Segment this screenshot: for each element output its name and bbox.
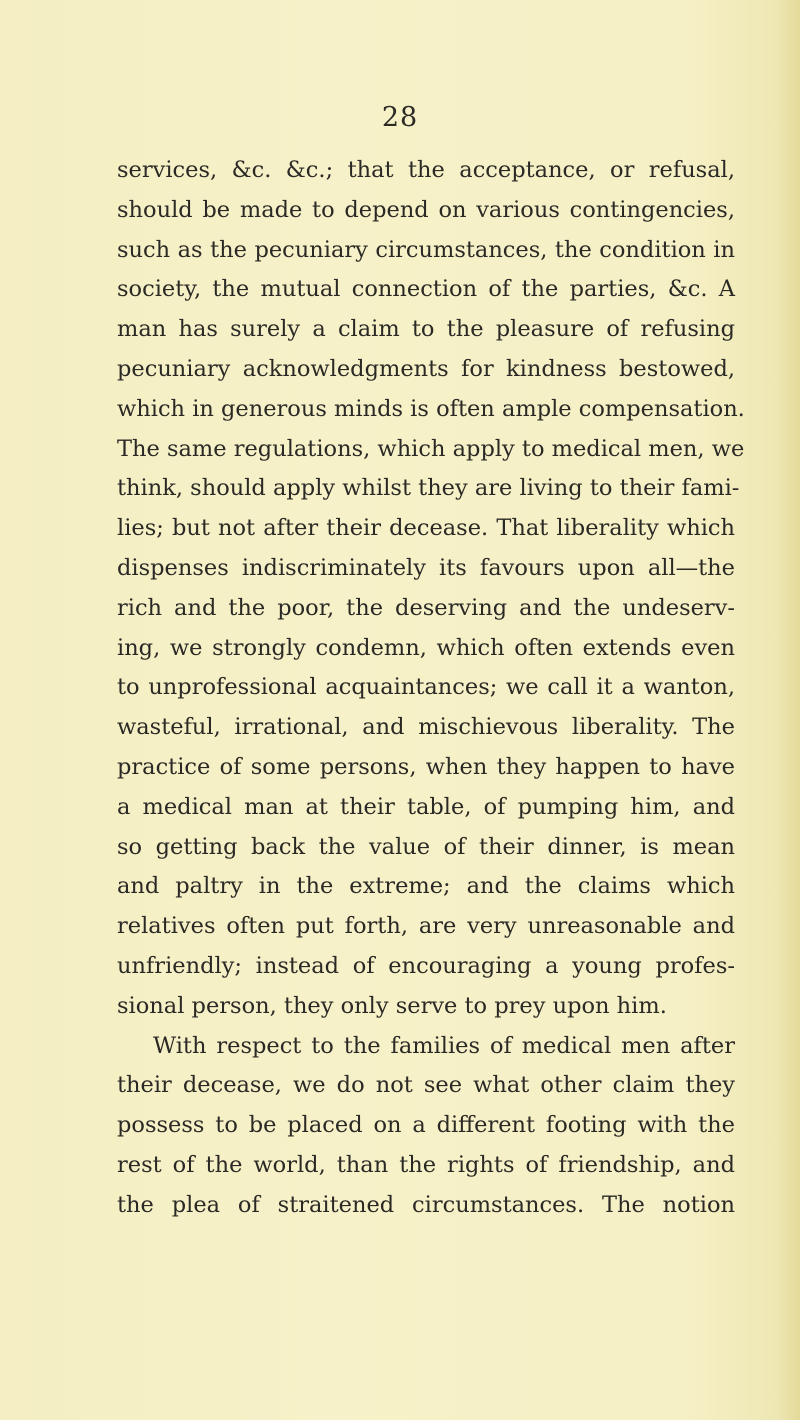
text-line: the plea of straitened circumstances. The notion — [117, 1191, 735, 1218]
text-line: services, &c. &c.; that the acceptance, or refusal, — [117, 157, 735, 183]
text-line: rest of the world, than the rights of friendship, and — [117, 1151, 735, 1178]
text-line: such as the pecuniary circumstances, the condition in — [117, 236, 735, 263]
text-line: wasteful, irrational, and mischievous liberality. The — [117, 714, 735, 741]
text-line: lies; but not after their decease. That liberality which — [117, 515, 735, 542]
text-line: unfriendly; instead of encouraging a young profes- — [117, 952, 735, 979]
text-line: a medical man at their table, of pumping him, and — [117, 793, 735, 820]
text-line: should be made to depend on various contingencies, — [117, 196, 735, 223]
text-line: their decease, we do not see what other claim they — [117, 1072, 735, 1099]
text-line: sional person, they only serve to prey upon him. — [117, 992, 667, 1019]
page-number: 28 — [381, 102, 419, 133]
text-line: relatives often put forth, are very unreasonable and — [117, 913, 735, 940]
text-line: think, should apply whilst they are living to their fami- — [117, 475, 740, 502]
text-line: The same regulations, which apply to medical men, we — [117, 435, 745, 462]
text-line: dispenses indiscriminately its favours upon all—the — [117, 554, 735, 581]
text-line: possess to be placed on a different footing with the — [117, 1112, 735, 1139]
text-line: so getting back the value of their dinner, is mean — [117, 833, 735, 860]
body-text — [117, 151, 745, 1226]
text-line: rich and the poor, the deserving and the undeserv- — [117, 594, 735, 621]
page-edge-shadow — [778, 0, 800, 1420]
text-line: and paltry in the extreme; and the claims which — [117, 873, 735, 900]
text-line: pecuniary acknowledgments for kindness bestowed, — [117, 355, 735, 382]
text-line: to unprofessional acquaintances; we call it a wanton, — [117, 674, 735, 701]
text-line: society, the mutual connection of the parties, &c. A — [117, 276, 735, 303]
text-line: practice of some persons, when they happen to have — [117, 753, 735, 780]
text-line: man has surely a claim to the pleasure of refusing — [117, 316, 735, 343]
text-line: ing, we strongly condemn, which often extends even — [117, 634, 735, 661]
text-line: which in generous minds is often ample compensation. — [117, 395, 745, 422]
text-line: With respect to the families of medical men after — [153, 1032, 735, 1059]
